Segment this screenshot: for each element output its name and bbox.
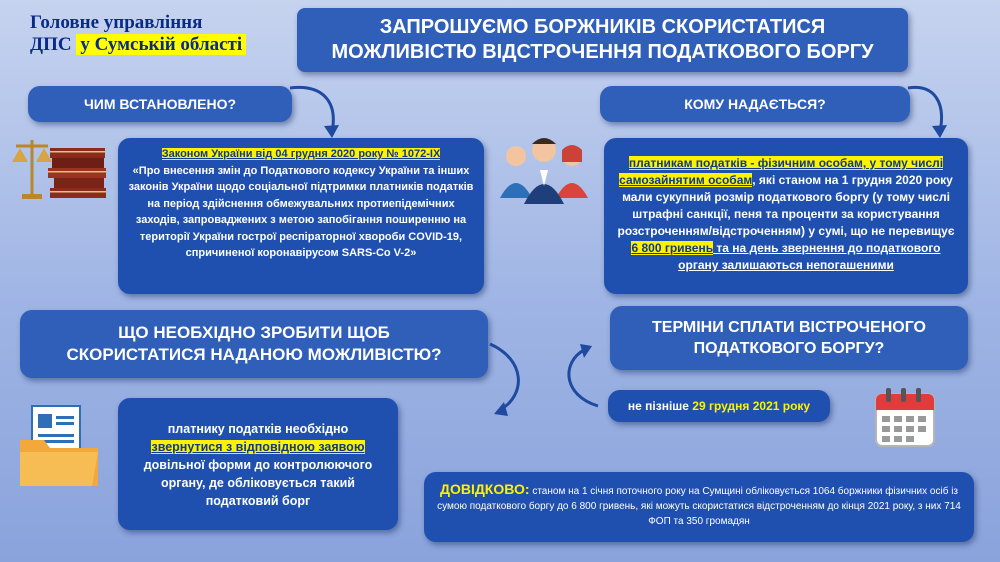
law-text: «Про внесення змін до Податкового кодексу України та інших законів України щодо соціальної підтримки платників податків на період здійснення обмежувальних протиепідемічних заходів, запроваджених з метою запобігання поширенню на території України гострої респіраторної хвороби COVID-19, спричиненої коронавірусом SARS-Co V-2»: [128, 164, 474, 259]
question-what-to-do-text: ЩО НЕОБХІДНО ЗРОБИТИ ЩОБ СКОРИСТАТИСЯ НАДАНОЮ МОЖЛИВІСТЮ?: [66, 323, 442, 364]
main-title-line2: МОЖЛИВІСТЮ ВІДСТРОЧЕННЯ ПОДАТКОВОГО БОРГУ: [331, 41, 874, 63]
main-title-line1: ЗАПРОШУЄМО БОРЖНИКІВ СКОРИСТАТИСЯ: [379, 16, 826, 38]
note-lead: ДОВІДКОВО:: [439, 481, 530, 497]
org-title: [30, 12, 270, 56]
deadline-prefix: не пізніше: [627, 399, 693, 413]
question-payment-terms: [610, 306, 968, 370]
main-title: [297, 8, 908, 72]
org-title-region: у Сумській області: [76, 34, 246, 55]
question-what-to-do: [20, 310, 488, 378]
law-reference-box: [118, 138, 484, 294]
note-text: станом на 1 січня поточного року на Сумщині обліковується 1064 боржники фізичних осіб із сумою податкового боргу до 6 800 гривень, які можуть скористатися відстроченням до кінця 2021 року, з них 714 ФОП та 350 громадян: [437, 486, 961, 527]
deadline-box: [608, 390, 830, 422]
question-established-by: ЧИМ ВСТАНОВЛЕНО?: [28, 86, 292, 122]
law-link[interactable]: Законом України від 04 грудня 2020 року № 1072-IX: [161, 148, 441, 160]
eligibility-highlight-2: самозайнятим особам: [619, 173, 753, 187]
deadline-date: 29 грудня 2021 року: [692, 399, 811, 413]
action-line2: довільної форми до контролюючого органу, де обліковується такий податковий борг: [143, 458, 373, 508]
eligibility-highlight-1: платникам податків - фізичним особам, у тому числі: [628, 156, 944, 170]
eligibility-text-2: та на день звернення до податкового органу залишаються непогашеними: [678, 241, 941, 272]
law-books-scales-icon: [10, 128, 110, 203]
curved-arrow-right-top: [288, 80, 348, 142]
org-title-line1: Головне управління: [30, 12, 203, 33]
curved-arrow-down-left: [486, 340, 526, 420]
action-box: [118, 398, 398, 530]
action-line1: платнику податків необхідно: [167, 422, 349, 436]
eligibility-amount: 6 800 гривень: [631, 241, 714, 255]
question-who-eligible: КОМУ НАДАЄТЬСЯ?: [600, 86, 910, 122]
eligibility-text-1: , які станом на 1 грудня 2020 року мали сукупний розмір податкового боргу (у тому числі штрафні санкції, пеня та проценти за користування розстроченням/відстроченням) у сумі, що не перевищує: [617, 173, 955, 238]
document-folder-icon: [14, 400, 104, 490]
eligibility-box: [604, 138, 968, 294]
action-highlight: звернутися з відповідною заявою: [151, 440, 365, 454]
reference-note-box: [424, 472, 974, 542]
org-title-prefix: ДПС: [30, 34, 77, 55]
question-payment-terms-text: ТЕРМІНИ СПЛАТИ ВІСТРОЧЕНОГО ПОДАТКОВОГО БОРГУ?: [652, 319, 926, 357]
calendar-icon: [872, 384, 938, 450]
curved-arrow-up-right: [562, 340, 602, 410]
org-title-line2: [30, 34, 270, 56]
people-group-icon: [494, 128, 594, 208]
curved-arrow-right-top-2: [906, 80, 956, 142]
